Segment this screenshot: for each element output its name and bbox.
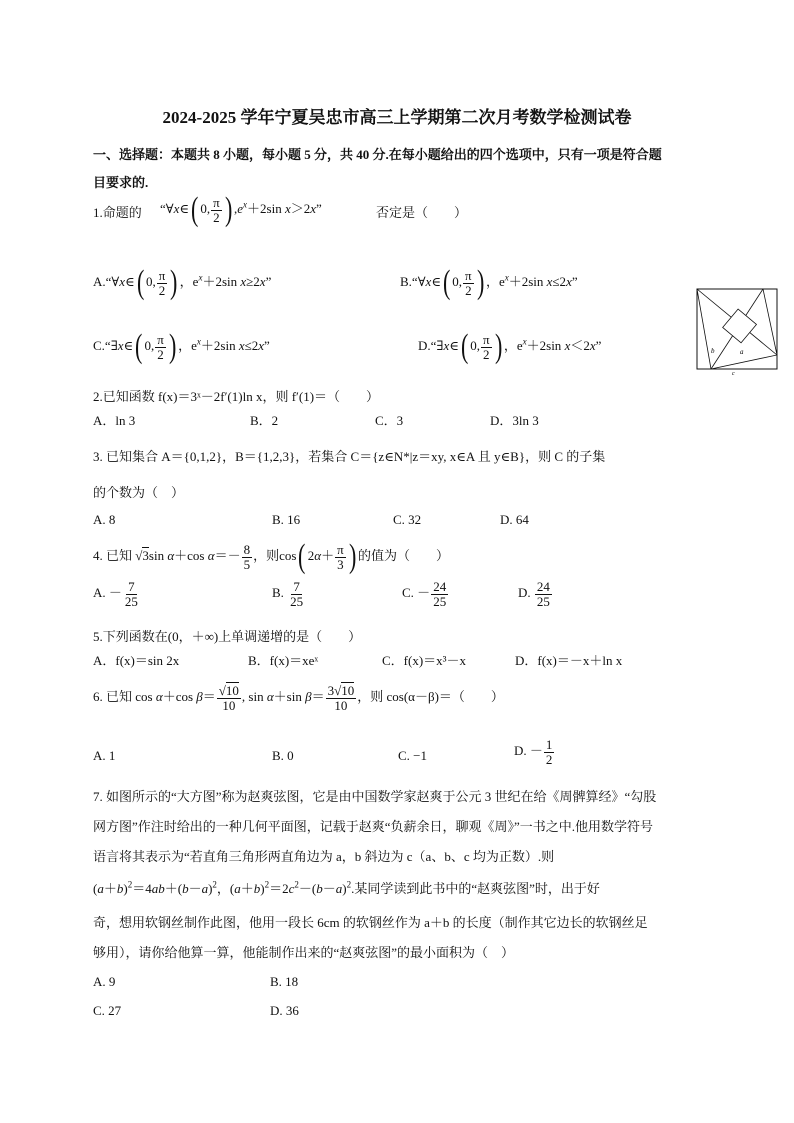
q5-stem: 5.下列函数在(0，＋∞)上单调递增的是（ ） (93, 629, 362, 644)
q5-option-b: B．f(x)＝xeˣ (248, 653, 319, 668)
q6-option-b: B. 0 (272, 748, 294, 763)
q1-prefix: 1.命题的 (93, 205, 142, 220)
q2-option-b: B．2 (250, 413, 279, 428)
figure-label-c: c (732, 371, 735, 376)
q7-line-4: $(a+b)^2=4ab+(b-a)^2$，$(a+b)^2=2c^2-(b-a)^2$.某同学读到此书中的“赵爽弦图”时，出于好 (93, 879, 600, 896)
q1-formula: “∀x∈( 0, $\frac{\pi}{2}$ ) $,e^x+2\sin$ x＞2x” (160, 191, 322, 228)
q1-option-c: C.“∃x∈( 0, $\frac{\pi}{2}$ ) ，$e^x+2\sin$ x≤2x” (93, 328, 270, 365)
q2-option-a: A．ln 3 (93, 413, 136, 428)
q1-option-a: A.“∀x∈( 0, $\frac{\pi}{2}$ ) ，$e^x+2\sin$ x≥2x” (93, 264, 272, 301)
q2-option-d: D．3ln 3 (490, 413, 539, 428)
page-title: 2024-2025 学年宁夏吴忠市高三上学期第二次月考数学检测试卷 (162, 108, 632, 127)
q7-option-c: C. 27 (93, 1003, 122, 1018)
q2-option-c: C．3 (375, 413, 404, 428)
q6-option-c: C. −1 (398, 748, 428, 763)
q1-option-b: B.“∀x∈( 0, $\frac{\pi}{2}$ ) ，$e^x+2\sin$ x≤2x” (400, 264, 578, 301)
q6-stem: 6. 已知 cos α＋cos β＝ $\frac{√10}{10}$ , sin α＋sin β＝ $\frac{3√10}{10}$ ，则 cos(α－β)＝（ ） (93, 683, 504, 713)
q6-option-a: A. 1 (93, 748, 116, 763)
figure-label-b: b (711, 347, 715, 355)
q5-option-a: A．f(x)＝sin 2x (93, 653, 180, 668)
q7-line-6: 够用），请你给他算一算，他能制作出来的“赵爽弦图”的最小面积为（ ） (93, 945, 515, 960)
q5-option-d: D．f(x)＝－x＋ln x (515, 653, 623, 668)
q3-option-b: B. 16 (272, 512, 301, 527)
q3-option-d: D. 64 (500, 512, 529, 527)
q1-suffix: 否定是（ ） (376, 205, 468, 220)
q4-stem: 4. 已知 √3sin α＋cos α＝－ $\frac{8}{5}$ ，则cos( 2α＋ $\frac{\pi}{3}$ ) 的值为（ ） (93, 538, 450, 575)
q2-stem: 2.已知函数 f(x)＝3ˣ－2f′(1)ln x，则 f′(1)＝（ ） (93, 389, 380, 404)
q3-stem-cont: 的个数为（ ） (93, 485, 185, 500)
q4-option-a: A. － $\frac{7}{25}$ (93, 579, 138, 609)
q4-option-d: D. $\frac{24}{25}$ (518, 579, 550, 609)
q7-line-5: 奇，想用软钢丝制作此图，他用一段长 6cm 的软钢丝作为 a＋b 的长度（制作其它边长的软钢丝足 (93, 915, 648, 930)
zhao-shuang-figure (696, 288, 780, 376)
q3-option-c: C. 32 (393, 512, 422, 527)
q7-line-2: 网方图”作注时给出的一种几何平面图，记载于赵爽“负薪余日，聊观《周》”一书之中.他用数学符号 (93, 819, 654, 834)
q7-option-a: A. 9 (93, 974, 116, 989)
q1-option-d: D.“∃x∈( 0, $\frac{\pi}{2}$ ) ，$e^x+2\sin$ x＜2x” (418, 328, 602, 365)
section-heading: 一、选择题：本题共 8 小题，每小题 5 分，共 40 分.在每小题给出的四个选项中，只有一项是符合题 (93, 147, 662, 162)
q3-stem: 3. 已知集合 A＝{0,1,2}，B＝{1,2,3}，若集合 C＝{z∈N*|z＝xy, x∈A 且 y∈B}，则 C 的子集 (93, 449, 606, 464)
q7-line-1: 7. 如图所示的“大方图”称为赵爽弦图，它是由中国数学家赵爽于公元 3 世纪在给《周髀算经》“勾股 (93, 789, 657, 804)
figure-label-a: a (740, 348, 744, 356)
q6-option-d: D. － $\frac{1}{2}$ (514, 737, 553, 767)
section-heading-cont: 目要求的. (93, 175, 149, 190)
q5-option-c: C．f(x)＝x³－x (382, 653, 467, 668)
q7-line-3: 语言将其表示为“若直角三角形两直角边为 a，b 斜边为 c（a、b、c 均为正数）.则 (93, 849, 555, 864)
q3-option-a: A. 8 (93, 512, 116, 527)
q4-option-c: C. － $\frac{24}{25}$ (402, 579, 447, 609)
q7-option-d: D. 36 (270, 1003, 299, 1018)
q4-option-b: B. $\frac{7}{25}$ (272, 579, 304, 609)
q7-option-b: B. 18 (270, 974, 299, 989)
